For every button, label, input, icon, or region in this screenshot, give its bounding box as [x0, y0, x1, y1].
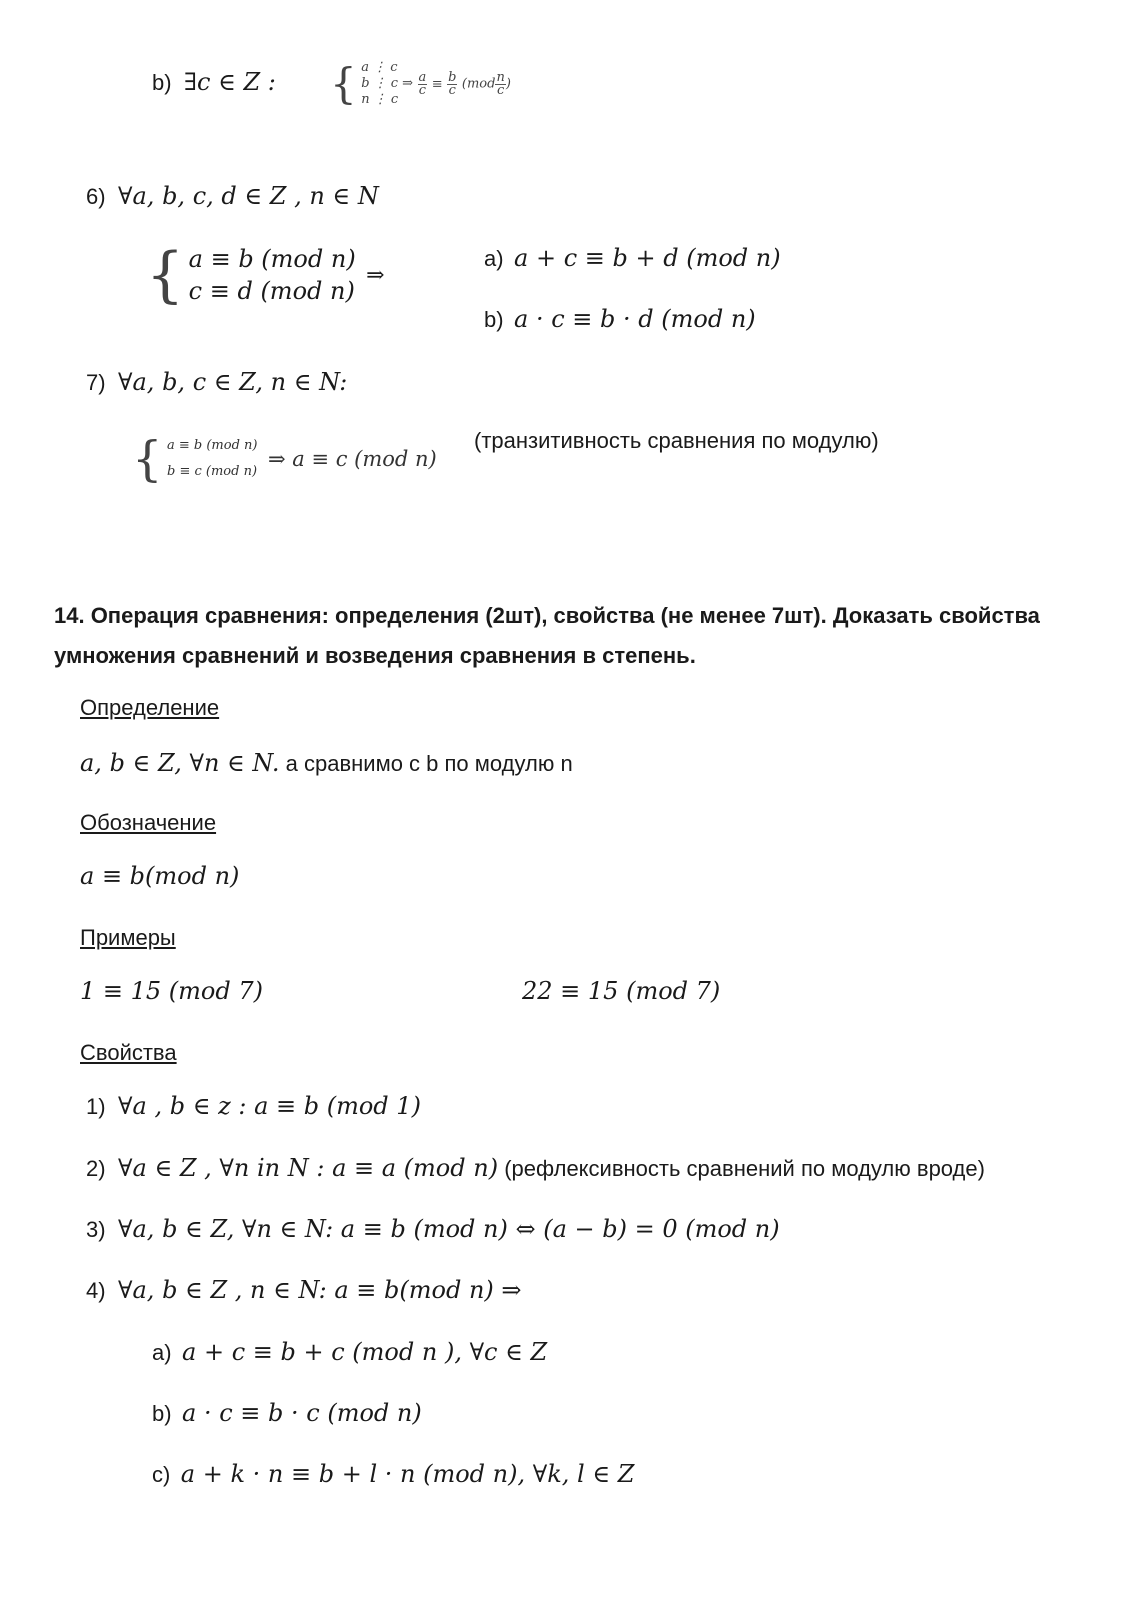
formula: a · c ≡ b · c (mod n) [182, 1399, 422, 1427]
left-brace: { [146, 240, 185, 310]
system-7 [132, 430, 437, 488]
definition-line [80, 749, 573, 777]
fraction-b-over-c [447, 69, 457, 98]
item-label: 7) [86, 370, 106, 395]
properties-title: Свойства [80, 1040, 177, 1065]
system-line: n ⋮ c [361, 92, 399, 107]
implies-arrow: ⇒ [366, 262, 385, 288]
system-lines [361, 60, 413, 108]
formula: ∀a ∈ Z , ∀n in N : a ≡ a (mod n) [118, 1154, 499, 1182]
formula: ∃c ∈ Z : [184, 68, 276, 96]
system-6 [146, 240, 385, 310]
system-line: b ≡ c (mod n) [167, 464, 258, 479]
item-label: 4) [86, 1278, 106, 1303]
denominator: c [418, 82, 427, 98]
denominator: c [497, 82, 505, 98]
system-line: a ≡ b (mod n) [188, 245, 356, 273]
property-7 [86, 368, 347, 396]
item-label: c) [152, 1462, 171, 1487]
item-label: 3) [86, 1217, 106, 1242]
property-3 [86, 1215, 780, 1243]
system-line: a ⋮ c [361, 60, 398, 75]
property-4b [152, 1399, 422, 1427]
example-2: 22 ≡ 15 (mod 7) [522, 977, 721, 1005]
equiv-sign: ≡ [431, 77, 443, 93]
numerator: b [448, 69, 457, 85]
property-4 [86, 1276, 522, 1304]
item-label: 2) [86, 1156, 106, 1181]
system-lines [189, 243, 356, 307]
item-label: a) [484, 246, 504, 271]
system-line: a ≡ b (mod n) [167, 438, 258, 453]
system-lines [167, 433, 258, 485]
formula: ∀a, b, c, d ∈ Z , n ∈ N [118, 182, 379, 210]
system-line: c ≡ d (mod n) [188, 277, 355, 305]
system-top-b [330, 58, 511, 110]
left-brace: { [330, 59, 357, 108]
item-label: b) [484, 307, 504, 332]
definition-text: a сравнимо с b по модулю n [279, 751, 573, 776]
formula: a + k · n ≡ b + l · n (mod n), ∀k, l ∈ Z [180, 1460, 635, 1488]
mod-open: (mod [461, 76, 496, 92]
property-6b [484, 305, 756, 333]
property-6 [86, 182, 379, 210]
formula: a · c ≡ b · d (mod n) [514, 305, 756, 333]
left-brace: { [132, 431, 163, 487]
definition-math: a, b ∈ Z, ∀n ∈ N. [80, 749, 280, 777]
result: ⇒ a ≡ c (mod n) [267, 447, 437, 471]
section-heading: 14. Операция сравнения: определения (2шт), свойства (не менее 7шт). Доказать свойства умножения сравнений и возведения сравнения в степень. [54, 603, 1040, 668]
property-4c [152, 1460, 634, 1488]
property-6a [484, 244, 781, 272]
notation-math: a ≡ b(mod n) [80, 862, 240, 890]
formula: ∀a , b ∈ z : a ≡ b (mod 1) [118, 1092, 421, 1120]
numerator: a [418, 69, 427, 85]
item-label: b) [152, 1401, 172, 1426]
item-label: b) [152, 70, 172, 95]
item-top-b [152, 68, 276, 96]
transitivity-note: (транзитивность сравнения по модулю) [474, 428, 879, 453]
definition-title: Определение [80, 695, 220, 720]
reflexivity-note: (рефлексивность сравнений по модулю вроде) [498, 1156, 985, 1181]
item-label: 1) [86, 1094, 106, 1119]
fraction-n-over-c [495, 69, 505, 98]
numerator: n [496, 69, 505, 85]
formula: ∀a, b ∈ Z , n ∈ N: a ≡ b(mod n) ⇒ [118, 1276, 522, 1304]
item-label: a) [152, 1340, 172, 1365]
fraction-a-over-c [418, 69, 428, 98]
denominator: c [448, 82, 456, 98]
notation-title: Обозначение [80, 810, 217, 835]
property-1 [86, 1092, 421, 1120]
mod-close: ) [505, 76, 511, 92]
examples-title: Примеры [80, 925, 176, 950]
formula: a + c ≡ b + d (mod n) [514, 244, 781, 272]
property-2 [86, 1154, 985, 1182]
formula: ∀a, b ∈ Z, ∀n ∈ N: a ≡ b (mod n) ⇔ (a − b) = 0 (mod n) [118, 1215, 780, 1243]
item-label: 6) [86, 184, 106, 209]
system-line: b ⋮ c ⇒ [361, 76, 414, 91]
property-4a [152, 1338, 547, 1366]
formula: ∀a, b, c ∈ Z, n ∈ N: [118, 368, 348, 396]
example-1: 1 ≡ 15 (mod 7) [80, 977, 263, 1005]
formula: a + c ≡ b + c (mod n ), ∀c ∈ Z [182, 1338, 548, 1366]
